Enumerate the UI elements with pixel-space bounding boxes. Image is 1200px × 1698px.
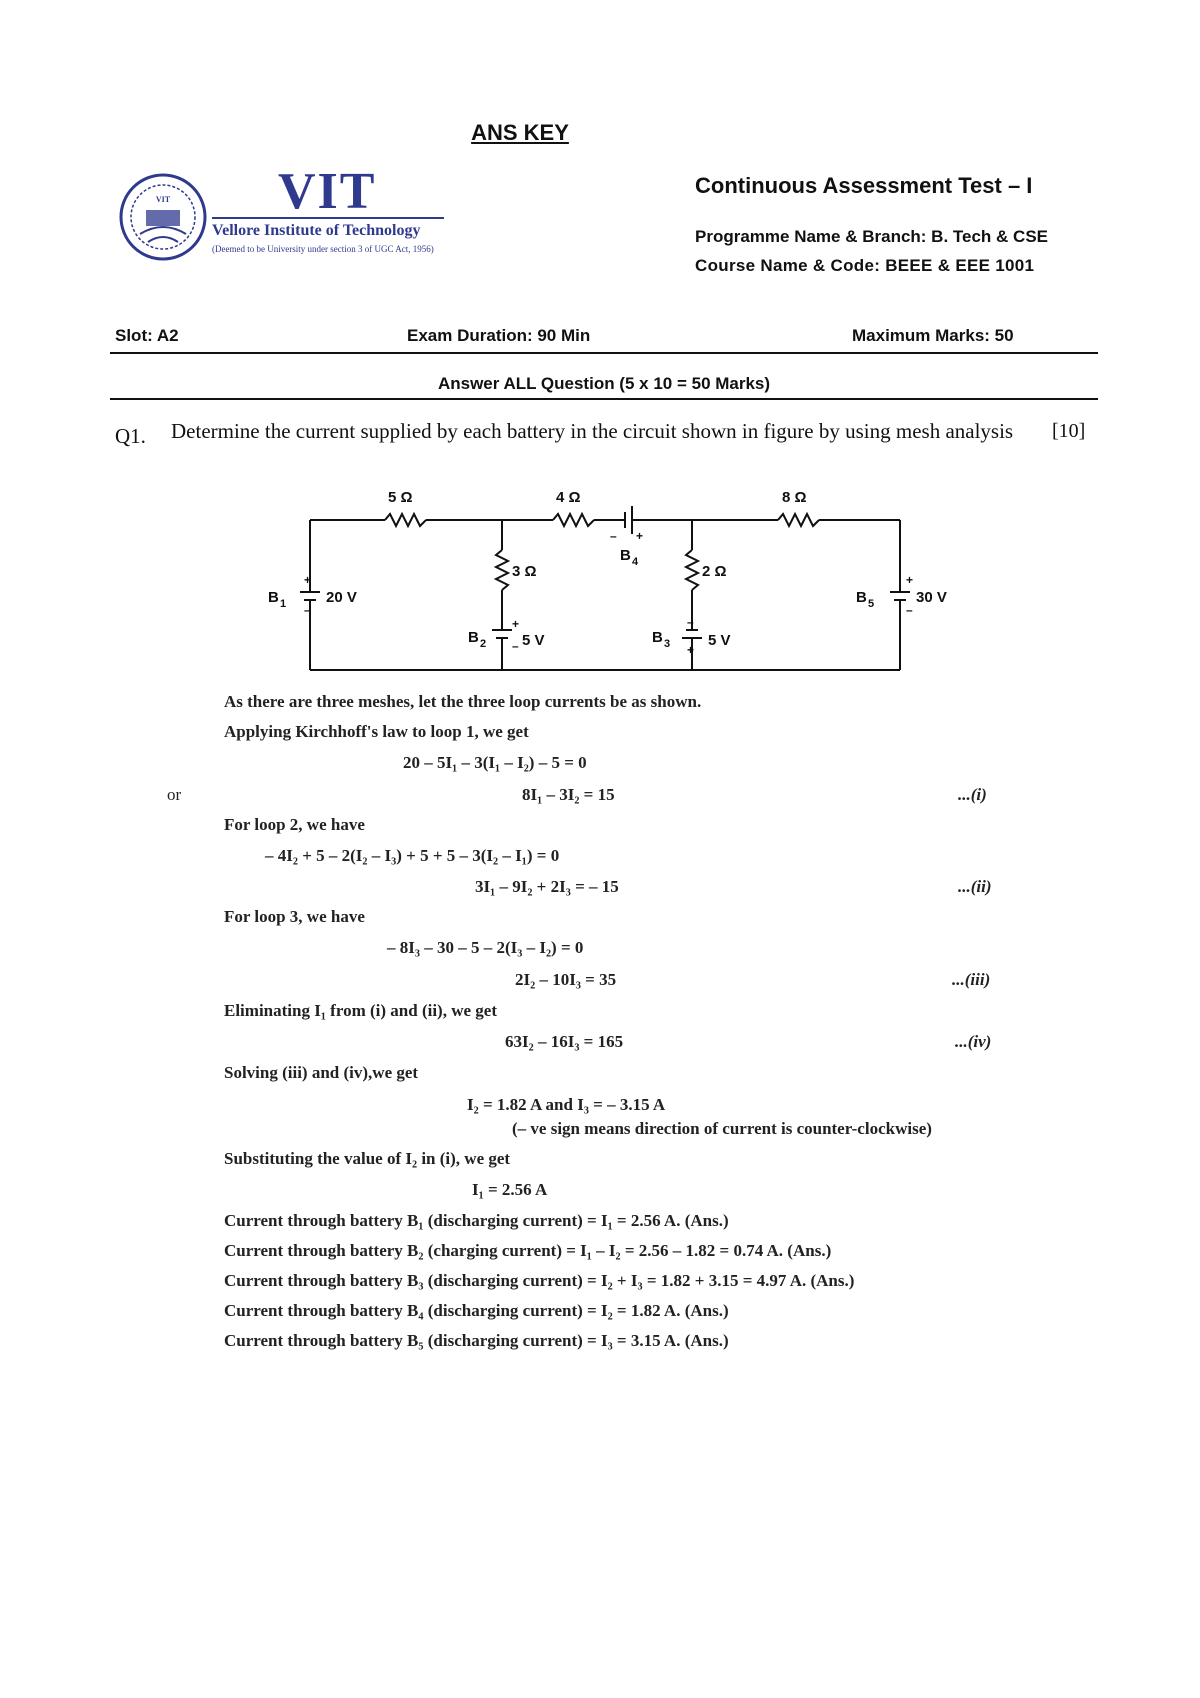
answer-b3: Current through battery B₃ (discharging current) = I₂ + I₃ = 1.82 + 3.15 = 4.97 A. (Ans.): [224, 1271, 855, 1290]
programme-line: Programme Name & Branch: B. Tech & CSE: [695, 227, 1048, 246]
duration-label: Exam Duration: 90 Min: [407, 326, 591, 345]
label-20v: 20 V: [326, 589, 357, 606]
instruction-line: Answer ALL Question (5 x 10 = 50 Marks): [437, 374, 771, 393]
label-5v-b3: 5 V: [708, 632, 731, 649]
resistor-3ohm: [496, 550, 508, 590]
sign-note: (– ve sign means direction of current is counter-clockwise): [512, 1119, 932, 1138]
svg-text:+: +: [906, 573, 914, 587]
tag-ii: ...(ii): [958, 877, 992, 896]
or-label: or: [167, 785, 182, 804]
vit-seal-icon: [118, 172, 208, 262]
svg-text:3: 3: [664, 638, 671, 650]
eq3b: 2I₂ – 10I₃ = 35: [515, 970, 617, 989]
resistor-2ohm: [686, 550, 698, 590]
question-marks: [10]: [1052, 420, 1086, 442]
divider-bottom: [110, 398, 1098, 400]
tag-i: ...(i): [958, 785, 987, 804]
answer-b1: Current through battery B₁ (discharging current) = I₁ = 2.56 A. (Ans.): [224, 1211, 729, 1230]
svg-text:–: –: [687, 615, 694, 629]
svg-text:5: 5: [868, 598, 875, 610]
label-4ohm: 4 Ω: [556, 489, 581, 506]
svg-text:1: 1: [280, 598, 287, 610]
answer-b4: Current through battery B₄ (discharging current) = I₂ = 1.82 A. (Ans.): [224, 1301, 729, 1320]
loop3-label: For loop 3, we have: [224, 907, 365, 926]
solution-intro: As there are three meshes, let the three loop currents be as shown.: [224, 692, 702, 711]
slot-label: Slot: A2: [115, 326, 179, 345]
label-b1: B: [268, 589, 279, 606]
label-b5: B: [856, 589, 867, 606]
max-marks-label: Maximum Marks: 50: [852, 326, 1014, 345]
question-text: Determine the current supplied by each battery in the circuit shown in figure by using mesh analysis: [171, 419, 1014, 443]
svg-text:2: 2: [480, 638, 487, 650]
eq1a: 20 – 5I₁ – 3(I₁ – I₂) – 5 = 0: [403, 753, 587, 772]
tag-iii: ...(iii): [952, 970, 991, 989]
svg-text:VIT: VIT: [155, 195, 171, 204]
answer-b5: Current through battery B₅ (discharging current) = I₃ = 3.15 A. (Ans.): [224, 1331, 729, 1350]
resistor-5ohm: [385, 514, 426, 526]
loop1-label: Applying Kirchhoff's law to loop 1, we get: [224, 722, 529, 741]
svg-text:–: –: [610, 529, 617, 543]
solve-label: Solving (iii) and (iv),we get: [224, 1063, 419, 1082]
logo-institute-name: Vellore Institute of Technology: [212, 222, 421, 239]
answer-b2: Current through battery B₂ (charging current) = I₁ – I₂ = 2.56 – 1.82 = 0.74 A. (Ans.): [224, 1241, 832, 1260]
svg-text:+: +: [687, 643, 695, 657]
label-2ohm: 2 Ω: [702, 563, 727, 580]
result-i2-i3: I₂ = 1.82 A and I₃ = – 3.15 A: [467, 1095, 666, 1114]
svg-text:–: –: [304, 603, 311, 617]
eq4: 63I₂ – 16I₃ = 165: [505, 1032, 624, 1051]
eq2b: 3I₁ – 9I₂ + 2I₃ = – 15: [475, 877, 619, 896]
label-3ohm: 3 Ω: [512, 563, 537, 580]
svg-text:+: +: [304, 573, 312, 587]
logo-vit-text: VIT: [278, 163, 377, 220]
question-number: Q1.: [115, 424, 146, 448]
result-i1: I₁ = 2.56 A: [472, 1180, 548, 1199]
eq2a: – 4I₂ + 5 – 2(I₂ – I₃) + 5 + 5 – 3(I₂ – I₁) = 0: [265, 846, 560, 865]
course-line: Course Name & Code: BEEE & EEE 1001: [695, 256, 1035, 275]
resistor-8ohm: [778, 514, 819, 526]
svg-text:–: –: [512, 639, 519, 653]
svg-text:–: –: [906, 603, 913, 617]
label-b4: B: [620, 547, 631, 564]
logo-subtitle: (Deemed to be University under section 3 of UGC Act, 1956): [212, 244, 434, 254]
eq1b: 8I₁ – 3I₂ = 15: [522, 785, 615, 804]
eq3a: – 8I₃ – 30 – 5 – 2(I₃ – I₂) = 0: [387, 938, 584, 957]
label-8ohm: 8 Ω: [782, 489, 807, 506]
subst-label: Substituting the value of I₂ in (i), we get: [224, 1149, 511, 1168]
label-5ohm: 5 Ω: [388, 489, 413, 506]
loop2-label: For loop 2, we have: [224, 815, 365, 834]
svg-text:+: +: [636, 529, 644, 543]
svg-text:+: +: [512, 617, 520, 631]
divider-top: [110, 352, 1098, 354]
label-5v-b2: 5 V: [522, 632, 545, 649]
circuit-diagram: [260, 480, 960, 690]
elim-label: Eliminating I₁ from (i) and (ii), we get: [224, 1001, 497, 1020]
label-30v: 30 V: [916, 589, 947, 606]
svg-text:4: 4: [632, 556, 639, 568]
logo-rule: [212, 217, 444, 219]
tag-iv: ...(iv): [955, 1032, 992, 1051]
resistor-4ohm: [553, 514, 594, 526]
ans-key-heading: ANS KEY: [471, 120, 569, 145]
label-b3: B: [652, 629, 663, 646]
test-title: Continuous Assessment Test – I: [695, 173, 1033, 198]
label-b2: B: [468, 629, 479, 646]
